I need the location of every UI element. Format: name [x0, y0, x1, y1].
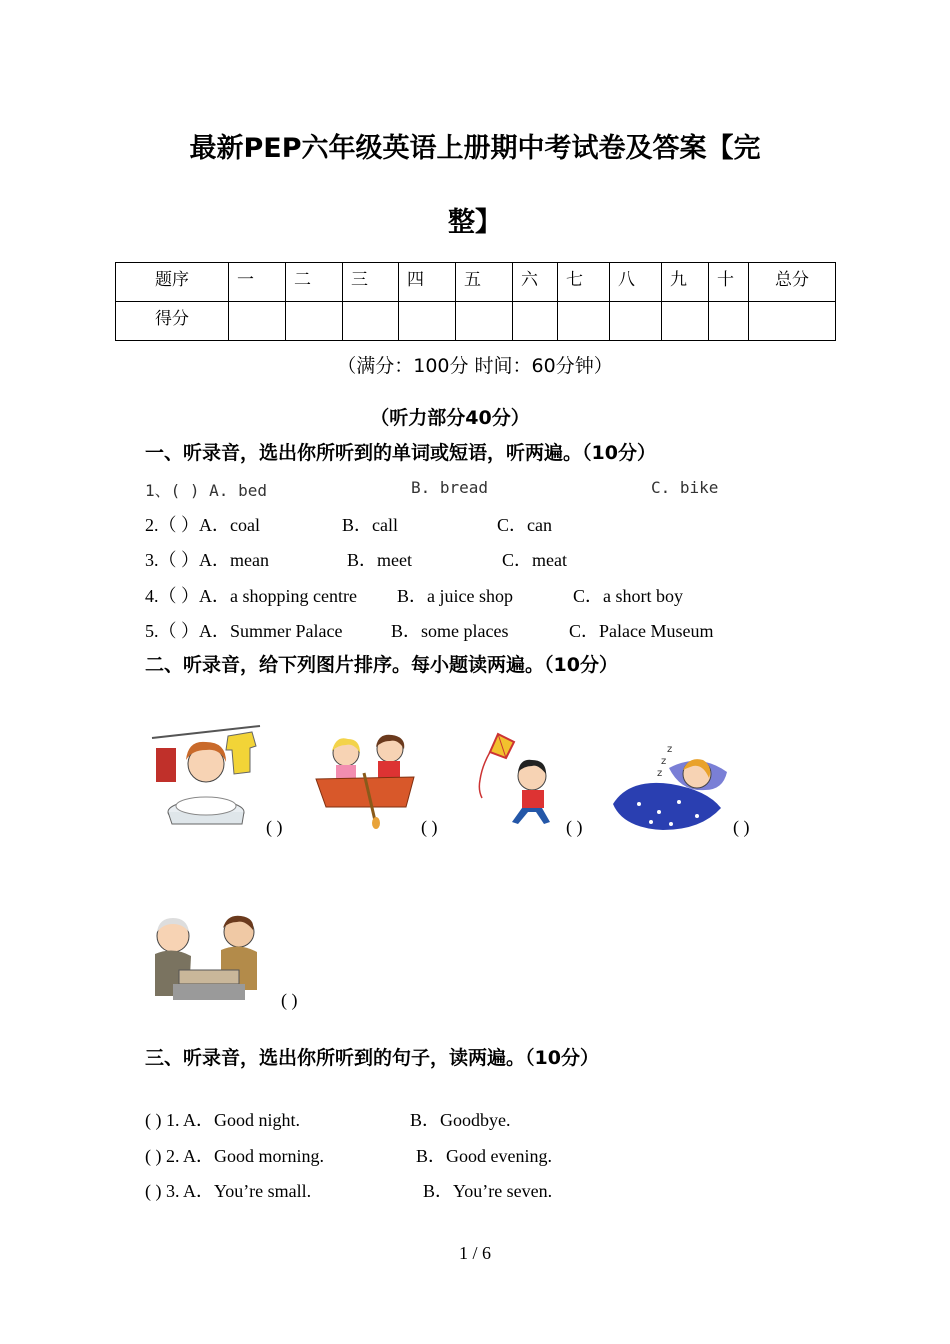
svg-text:z: z: [661, 756, 667, 767]
score-cell[interactable]: [229, 302, 286, 341]
score-header-cell: 一: [229, 263, 286, 302]
q3-option-b: B．meet: [347, 550, 412, 570]
picture1-answer-blank[interactable]: ( ): [266, 817, 283, 837]
svg-text:z: z: [657, 768, 663, 779]
q5-option-c: C．Palace Museum: [569, 621, 714, 641]
q1-option-a: 1、( ) A. bed: [145, 481, 267, 500]
hanging-pants: [156, 748, 176, 782]
score-table: [115, 262, 836, 341]
s3-q2-option-b: B．Good evening.: [416, 1146, 552, 1166]
s3-q3-option-b: B．You’re seven.: [423, 1181, 553, 1201]
score-cell[interactable]: [709, 302, 749, 341]
score-header-cell: 七: [558, 263, 610, 302]
q5-option-b: B．some places: [391, 621, 509, 641]
rowing-boat-picture: [314, 733, 418, 829]
page-title-line2: 整】: [448, 207, 502, 238]
picture4-answer-blank[interactable]: ( ): [733, 817, 750, 837]
playing-chess-picture: [145, 910, 265, 1006]
score-header-cell: 五: [456, 263, 513, 302]
score-cell[interactable]: [749, 302, 836, 341]
svg-text:z: z: [667, 744, 673, 755]
section3-heading: 三、听录音，选出你所听到的句子，读两遍。（10分）: [145, 1047, 599, 1069]
page-number: 1 / 6: [458, 1243, 491, 1263]
score-cell[interactable]: [456, 302, 513, 341]
listening-part-label: （听力部分40分）: [370, 407, 530, 429]
s3-q1-option-a: ( ) 1. A．Good night.: [145, 1110, 300, 1130]
score-header-cell: 六: [513, 263, 558, 302]
q3-option-a: 3.（ ）A．mean: [145, 550, 269, 570]
q1-option-b: B. bread: [411, 478, 489, 497]
kite-boy-picture: [472, 732, 562, 828]
full-marks-note: （满分：100分 时间：60分钟）: [337, 355, 613, 377]
q2-option-c: C．can: [497, 515, 552, 535]
page-title-line1: 最新PEP六年级英语上册期中考试卷及答案【完: [189, 133, 761, 164]
q1-option-c: C. bike: [651, 478, 719, 497]
s3-q3-option-a: ( ) 3. A．You’re small.: [145, 1181, 312, 1201]
score-cell[interactable]: [343, 302, 399, 341]
score-table-score-row: [116, 302, 836, 341]
score-header-cell: 题序: [116, 263, 229, 302]
score-cell[interactable]: [558, 302, 610, 341]
section1-heading: 一、听录音，选出你所听到的单词或短语，听两遍。（10分）: [145, 442, 656, 464]
q3-option-c: C．meat: [502, 550, 567, 570]
q5-option-a: 5.（ ）A．Summer Palace: [145, 621, 343, 641]
sleeping-girl-picture: [609, 738, 731, 834]
picture2-answer-blank[interactable]: ( ): [421, 817, 438, 837]
score-cell[interactable]: [662, 302, 709, 341]
score-row-label: 得分: [116, 302, 229, 341]
picture3-answer-blank[interactable]: ( ): [566, 817, 583, 837]
s3-q2-option-a: ( ) 2. A．Good morning.: [145, 1146, 324, 1166]
q4-option-a: 4.（ ）A．a shopping centre: [145, 586, 357, 606]
picture5-answer-blank[interactable]: ( ): [281, 990, 298, 1010]
score-cell[interactable]: [286, 302, 343, 341]
score-cell[interactable]: [399, 302, 456, 341]
s3-q1-option-b: B．Goodbye.: [410, 1110, 511, 1130]
score-header-cell: 九: [662, 263, 709, 302]
washing-clothes-picture: [150, 720, 262, 830]
score-header-cell: 三: [343, 263, 399, 302]
q2-option-a: 2.（ ）A．coal: [145, 515, 260, 535]
score-header-cell: 十: [709, 263, 749, 302]
score-table-header-row: [116, 263, 836, 302]
hanging-shirt: [226, 732, 256, 774]
q2-option-b: B．call: [342, 515, 398, 535]
score-header-cell: 八: [610, 263, 662, 302]
score-cell[interactable]: [610, 302, 662, 341]
score-header-cell: 总分: [749, 263, 836, 302]
score-header-cell: 四: [399, 263, 456, 302]
score-cell[interactable]: [513, 302, 558, 341]
q4-option-b: B．a juice shop: [397, 586, 513, 606]
section2-heading: 二、听录音，给下列图片排序。每小题读两遍。（10分）: [145, 654, 618, 676]
q4-option-c: C．a short boy: [573, 586, 683, 606]
score-header-cell: 二: [286, 263, 343, 302]
